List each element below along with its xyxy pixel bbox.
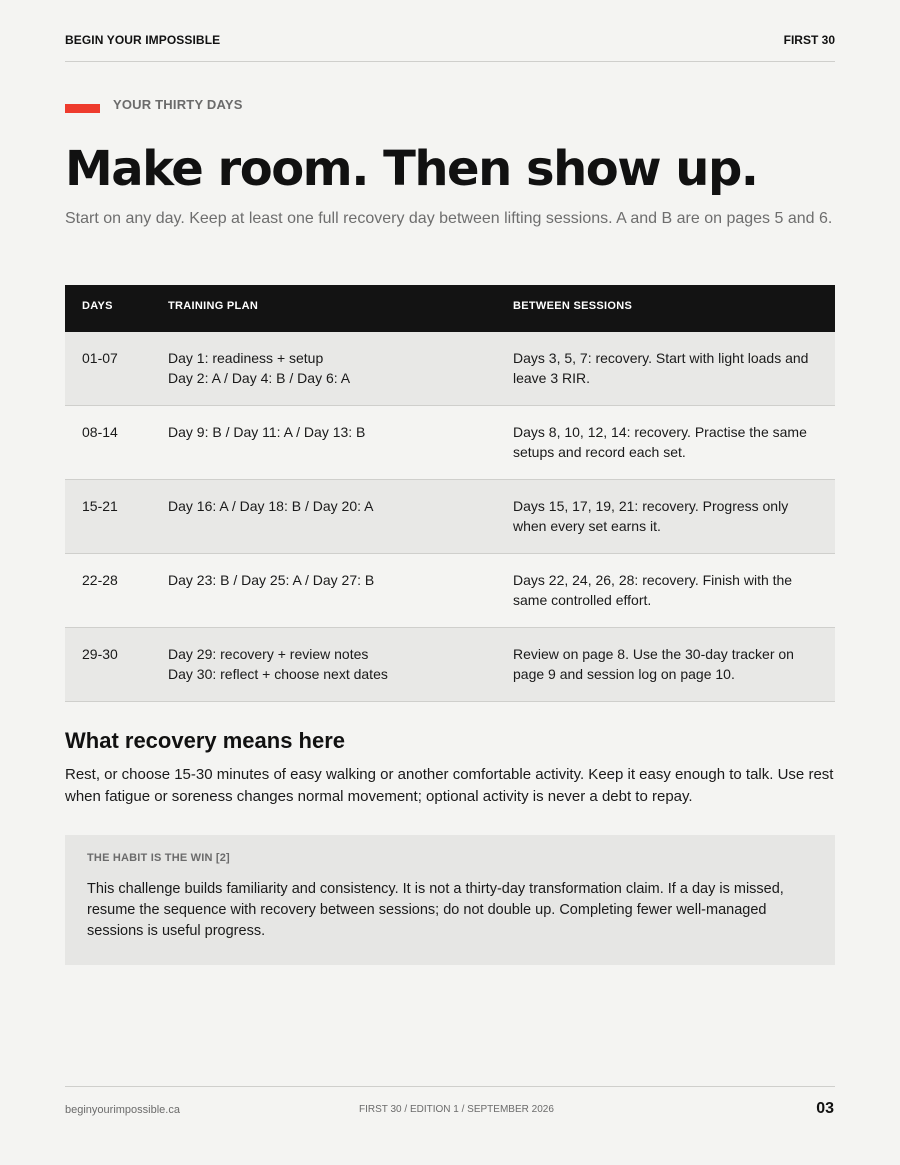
plan-line: Day 1: readiness + setup: [168, 350, 324, 366]
plan-line: Day 16: A / Day 18: B / Day 20: A: [168, 498, 374, 514]
header-days: DAYS: [82, 300, 113, 312]
plan-cell: [168, 571, 488, 591]
plan-cell: [168, 645, 488, 684]
days-cell: 15-21: [82, 498, 118, 514]
plan-line: Day 29: recovery + review notes: [168, 646, 369, 662]
days-cell: 01-07: [82, 350, 118, 366]
website-link[interactable]: beginyourimpossible.ca: [65, 1104, 180, 1116]
edition-info: FIRST 30 / EDITION 1 / SEPTEMBER 2026: [359, 1104, 554, 1115]
between-cell: Days 15, 17, 19, 21: recovery. Progress only when every set earns it.: [513, 498, 789, 534]
recovery-text: Rest, or choose 15-30 minutes of easy walking or another comfortable activity. Keep it easy enough to talk. Use rest when fatigue or soreness changes normal movement; optional activity is never a debt to repay.: [65, 766, 834, 805]
publication-name: FIRST 30: [783, 33, 835, 47]
page-number: 03: [816, 1100, 834, 1117]
page: [65, 0, 835, 1165]
callout-text: This challenge builds familiarity and consistency. It is not a thirty-day transformation claim. If a day is missed, resume the sequence with recovery between sessions; do not double up. Completing fewer well-managed sessions is useful progress.: [87, 881, 784, 939]
table-row: [65, 480, 835, 554]
table-row: [65, 406, 835, 480]
plan-line: Day 30: reflect + choose next dates: [168, 665, 388, 682]
plan-line: Day 2: A / Day 4: B / Day 6: A: [168, 369, 351, 386]
page-title: Make room. Then show up.: [65, 141, 758, 197]
kicker-label: YOUR THIRTY DAYS: [113, 97, 243, 112]
plan-line: Day 9: B / Day 11: A / Day 13: B: [168, 424, 366, 440]
plan-cell: [168, 349, 488, 388]
plan-line: Day 23: B / Day 25: A / Day 27: B: [168, 572, 375, 588]
callout-label: THE HABIT IS THE WIN [2]: [87, 852, 230, 864]
header-between-sessions: BETWEEN SESSIONS: [513, 300, 633, 312]
table-header: [65, 285, 835, 332]
days-cell: 29-30: [82, 646, 118, 662]
between-cell: Review on page 8. Use the 30-day tracker on page 9 and session log on page 10.: [513, 646, 794, 682]
schedule-table: [65, 285, 835, 702]
table-row: [65, 628, 835, 702]
days-cell: 22-28: [82, 572, 118, 588]
days-cell: 08-14: [82, 424, 118, 440]
page-footer: [65, 1086, 835, 1127]
between-cell: Days 22, 24, 26, 28: recovery. Finish with the same controlled effort.: [513, 572, 793, 608]
habit-callout: [65, 835, 835, 965]
plan-cell: [168, 423, 488, 443]
table-row: [65, 554, 835, 628]
brand-name: BEGIN YOUR IMPOSSIBLE: [65, 33, 221, 47]
running-header: [65, 33, 835, 62]
table-row: [65, 332, 835, 406]
recovery-heading: What recovery means here: [65, 728, 346, 753]
accent-bar: [65, 104, 100, 113]
plan-cell: [168, 497, 488, 517]
between-cell: Days 8, 10, 12, 14: recovery. Practise the same setups and record each set.: [513, 424, 807, 460]
header-training-plan: TRAINING PLAN: [168, 300, 259, 312]
between-cell: Days 3, 5, 7: recovery. Start with light loads and leave 3 RIR.: [513, 350, 809, 386]
intro-text: Start on any day. Keep at least one full recovery day between lifting sessions. A and B are on pages 5 and 6.: [65, 210, 833, 227]
